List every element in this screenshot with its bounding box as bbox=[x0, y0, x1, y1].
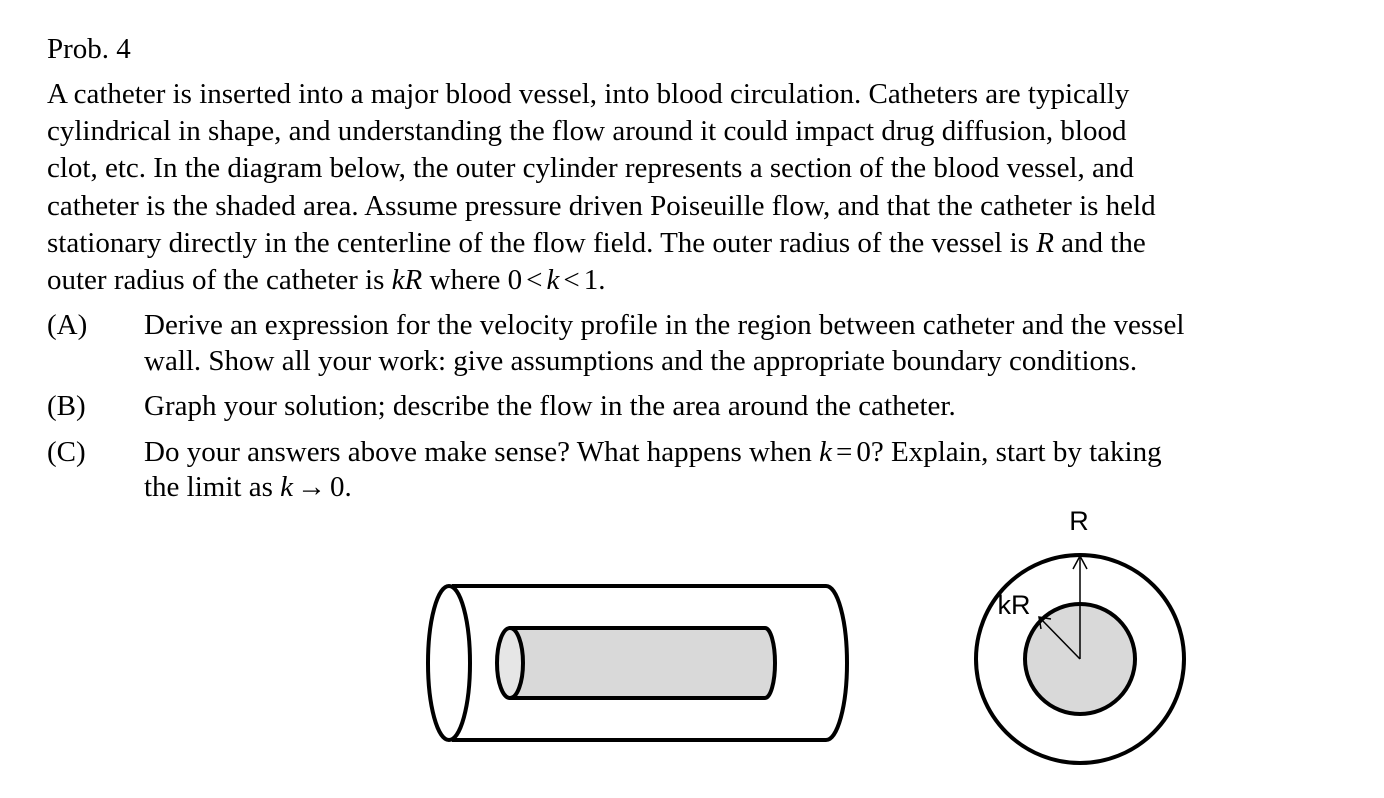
part-c-line-1-tail: ? Explain, start by taking bbox=[870, 435, 1162, 468]
symbol-eq: = bbox=[836, 435, 853, 468]
statement-line-2: cylindrical in shape, and understanding the flow around it could impact drug diffusion, blood bbox=[47, 115, 1127, 148]
inner-radius-label: kR bbox=[997, 590, 1031, 620]
symbol-zero-c2: 0 bbox=[330, 471, 345, 503]
symbol-R: R bbox=[1036, 226, 1054, 259]
part-b-label: (B) bbox=[47, 390, 86, 422]
symbol-zero-c1: 0 bbox=[856, 435, 871, 468]
symbol-zero: 0 bbox=[507, 264, 523, 297]
vessel-side-view bbox=[428, 586, 847, 740]
part-a-label: (A) bbox=[47, 309, 88, 341]
symbol-k-c2: k bbox=[280, 471, 293, 503]
statement-line-6-where: where bbox=[422, 264, 508, 297]
part-a-line-1: Derive an expression for the velocity profile in the region between catheter and the vessel bbox=[144, 309, 1185, 341]
symbol-k-c1: k bbox=[819, 435, 832, 468]
statement-line-5-text: stationary directly in the centerline of the flow field. The outer radius of the vessel is bbox=[47, 226, 1037, 259]
problem-title: Prob. 4 bbox=[47, 33, 131, 65]
symbol-lt-2: < bbox=[563, 264, 580, 297]
vessel-cross-section bbox=[976, 506, 1184, 763]
symbol-kR: kR bbox=[391, 264, 423, 297]
symbol-period-c2: . bbox=[344, 471, 352, 503]
statement-line-4: catheter is the shaded area. Assume pressure driven Poiseuille flow, and that the catheter is held bbox=[47, 189, 1156, 222]
part-a-line-2: wall. Show all your work: give assumptions and the appropriate boundary conditions. bbox=[144, 344, 1138, 377]
statement-line-1: A catheter is inserted into a major blood vessel, into blood circulation. Catheters are typically bbox=[47, 78, 1130, 110]
catheter-front-ellipse bbox=[497, 628, 523, 698]
part-b-line-1: Graph your solution; describe the flow in the area around the catheter. bbox=[144, 390, 956, 422]
part-c-line-2-text: the limit as bbox=[144, 471, 281, 503]
catheter-body bbox=[510, 628, 775, 698]
part-c-line-1-text: Do your answers above make sense? What happens when bbox=[144, 435, 820, 468]
statement-line-5-tail: and the bbox=[1053, 226, 1146, 259]
outer-radius-label: R bbox=[1069, 506, 1089, 536]
part-c-label: (C) bbox=[47, 435, 86, 468]
statement-line-6-text: outer radius of the catheter is bbox=[47, 264, 392, 297]
statement-line-3: clot, etc. In the diagram below, the outer cylinder represents a section of the blood vessel, and bbox=[47, 152, 1134, 185]
vessel-front-ellipse bbox=[428, 586, 470, 740]
symbol-one: 1 bbox=[583, 264, 599, 297]
symbol-arrow: → bbox=[297, 471, 326, 503]
symbol-k: k bbox=[546, 264, 560, 297]
symbol-period: . bbox=[598, 264, 606, 297]
symbol-lt-1: < bbox=[526, 264, 543, 297]
